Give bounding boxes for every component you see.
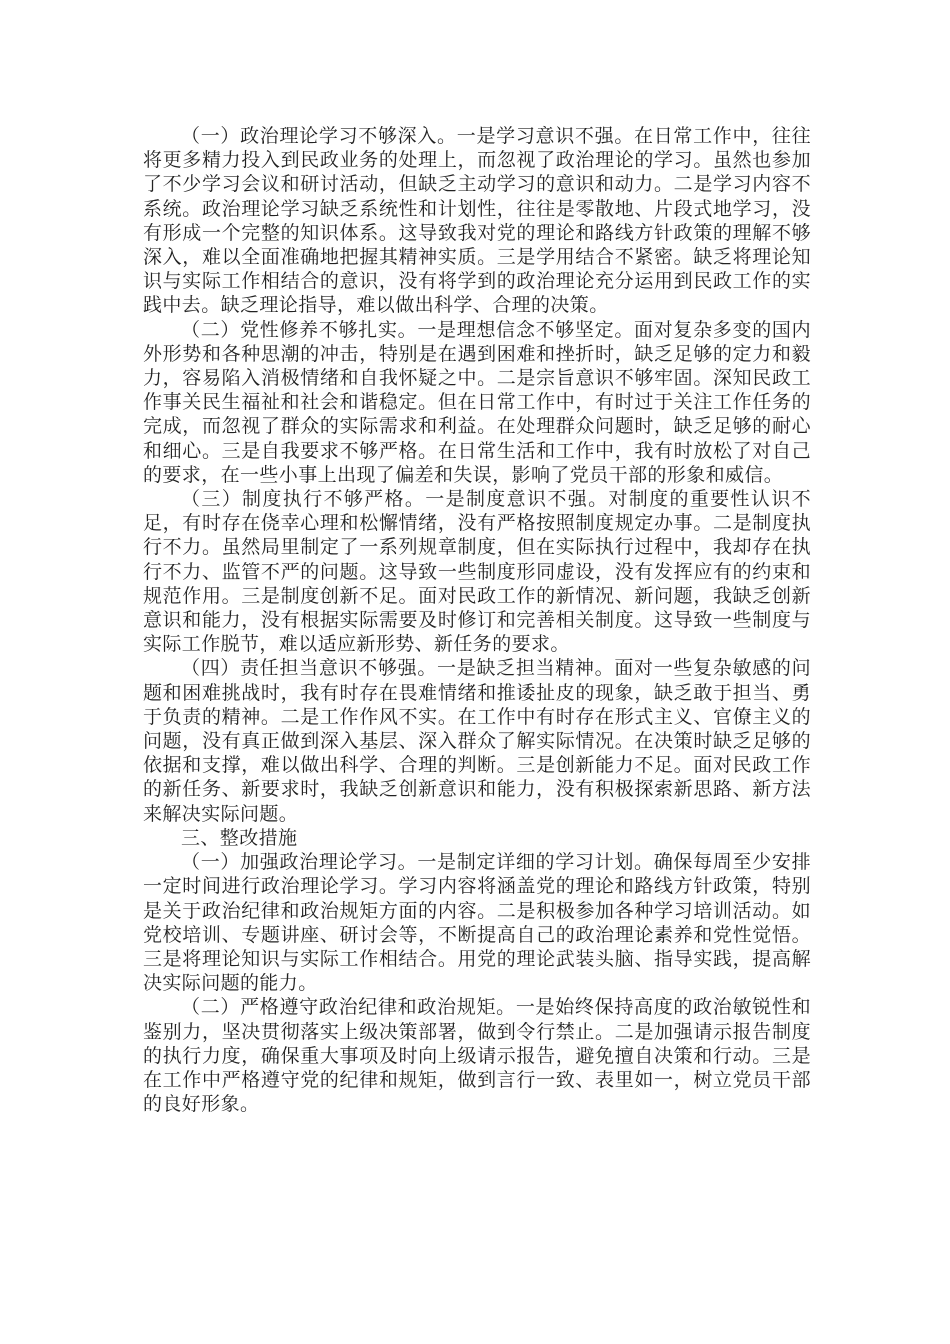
paragraph-system-execution: （三）制度执行不够严格。一是制度意识不强。对制度的重要性认识不足，有时存在侥幸心理和松懈情绪，没有严格按照制度规定办事。二是制度执行不力。虽然局里制定了一系列规章制度，但在实际执行过程中，我却存在执行不力、监管不严的问题。这导致一些制度形同虚设，没有发挥应有的约束和规范作用。三是制度创新不足。面对民政工作的新情况、新问题，我缺乏创新意识和能力，没有根据实际需要及时修订和完善相关制度。这导致一些制度与实际工作脱节，难以适应新形势、新任务的要求。: [143, 488, 811, 656]
paragraph-responsibility: （四）责任担当意识不够强。一是缺乏担当精神。面对一些复杂敏感的问题和困难挑战时，我有时存在畏难情绪和推诿扯皮的现象，缺乏敢于担当、勇于负责的精神。二是工作作风不实。在工作中有时存在形式主义、官僚主义的问题，没有真正做到深入基层、深入群众了解实际情况。在决策时缺乏足够的依据和支撑，难以做出科学、合理的判断。三是创新能力不足。面对民政工作的新任务、新要求时，我缺乏创新意识和能力，没有积极探索新思路、新方法来解决实际问题。: [143, 657, 811, 825]
section-heading-rectification: 三、整改措施: [181, 826, 298, 849]
document-body: [143, 124, 811, 1116]
paragraph-party-spirit: （二）党性修养不够扎实。一是理想信念不够坚定。面对复杂多变的国内外形势和各种思潮的冲击，特别是在遇到困难和挫折时，缺乏足够的定力和毅力，容易陷入消极情绪和自我怀疑之中。二是宗旨意识不够牢固。深知民政工作事关民生福祉和社会和谐稳定。但在日常工作中，有时过于关注工作任务的完成，而忽视了群众的实际需求和利益。在处理群众问题时，缺乏足够的耐心和细心。三是自我要求不够严格。在日常生活和工作中，我有时放松了对自己的要求，在一些小事上出现了偏差和失误，影响了党员干部的形象和威信。: [143, 318, 811, 486]
paragraph-political-theory-study: （一）政治理论学习不够深入。一是学习意识不强。在日常工作中，往往将更多精力投入到民政业务的处理上，而忽视了政治理论的学习。虽然也参加了不少学习会议和研讨活动，但缺乏主动学习的意识和动力。二是学习内容不系统。政治理论学习缺乏系统性和计划性，往往是零散地、片段式地学习，没有形成一个完整的知识体系。这导致我对党的理论和路线方针政策的理解不够深入，难以全面准确地把握其精神实质。三是学用结合不紧密。缺乏将理论知识与实际工作相结合的意识，没有将学到的政治理论充分运用到民政工作的实践中去。缺乏理论指导，难以做出科学、合理的决策。: [143, 125, 811, 317]
paragraph-strengthen-study: （一）加强政治理论学习。一是制定详细的学习计划。确保每周至少安排一定时间进行政治理论学习。学习内容将涵盖党的理论和路线方针政策，特别是关于政治纪律和政治规矩方面的内容。二是积极参加各种学习培训活动。如党校培训、专题讲座、研讨会等，不断提高自己的政治理论素养和党性觉悟。三是将理论知识与实际工作相结合。用党的理论武装头脑、指导实践，提高解决实际问题的能力。: [143, 851, 811, 995]
paragraph-observe-discipline: （二）严格遵守政治纪律和政治规矩。一是始终保持高度的政治敏锐性和鉴别力，坚决贯彻落实上级决策部署，做到令行禁止。二是加强请示报告制度的执行力度，确保重大事项及时向上级请示报告，避免擅自决策和行动。三是在工作中严格遵守党的纪律和规矩，做到言行一致、表里如一，树立党员干部的良好形象。: [143, 996, 811, 1116]
